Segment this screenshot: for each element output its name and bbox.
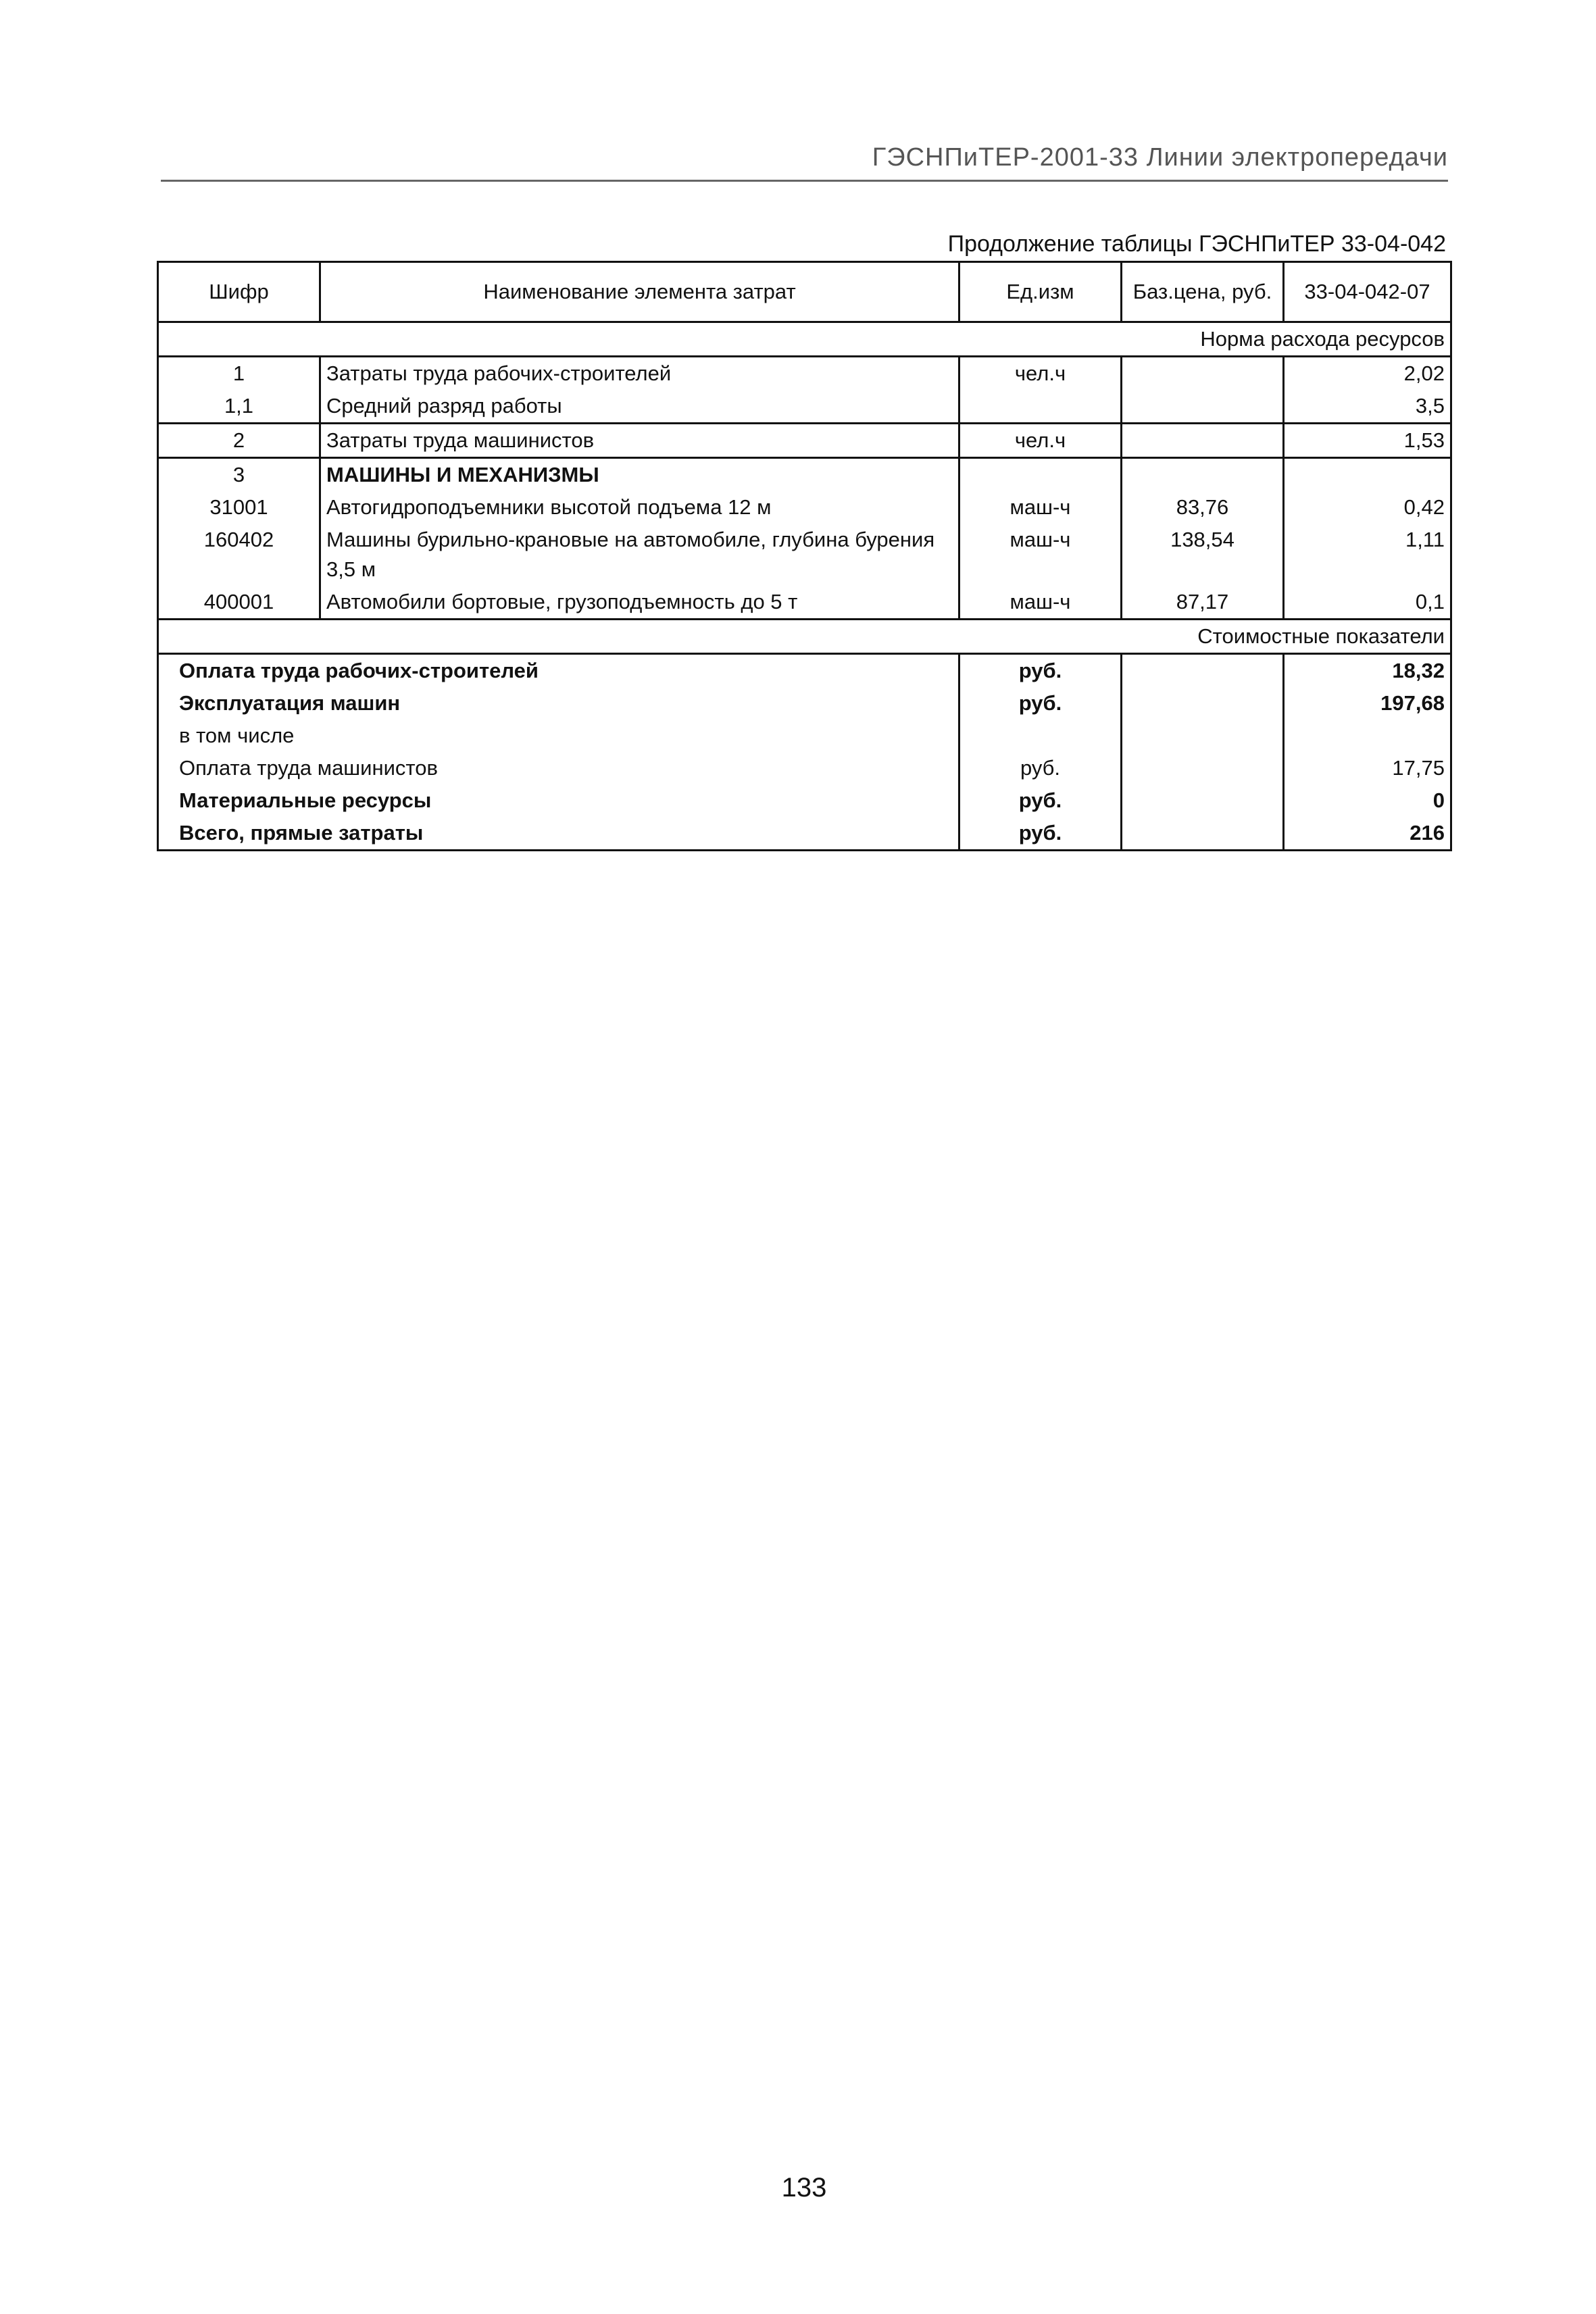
cost-name: Оплата труда машинистов [158, 752, 959, 784]
row-name: Средний разряд работы [320, 390, 959, 424]
row-name: Затраты труда машинистов [320, 424, 959, 458]
row-price: 83,76 [1122, 491, 1284, 524]
header-name: Наименование элемента затрат [320, 262, 959, 322]
table-row [158, 357, 1451, 391]
row-price [1122, 458, 1284, 492]
table-row [158, 654, 1451, 688]
row-value: 3,5 [1284, 390, 1451, 424]
cost-price [1122, 720, 1284, 752]
cost-value: 0 [1284, 784, 1451, 817]
table-row [158, 687, 1451, 720]
cost-price [1122, 687, 1284, 720]
cost-price [1122, 752, 1284, 784]
table-row [158, 390, 1451, 424]
row-unit: маш-ч [959, 586, 1122, 620]
table-row [158, 720, 1451, 752]
row-unit [959, 390, 1122, 424]
row-name: МАШИНЫ И МЕХАНИЗМЫ [320, 458, 959, 492]
row-name: Автомобили бортовые, грузоподъемность до 5 т [320, 586, 959, 620]
cost-name: Эксплуатация машин [158, 687, 959, 720]
cost-unit [959, 720, 1122, 752]
row-price: 138,54 [1122, 524, 1284, 586]
header-unit: Ед.изм [959, 262, 1122, 322]
cost-name: Материальные ресурсы [158, 784, 959, 817]
row-unit [959, 458, 1122, 492]
row-name: Затраты труда рабочих-строителей [320, 357, 959, 391]
cost-name: в том числе [158, 720, 959, 752]
cost-price [1122, 654, 1284, 688]
cost-value [1284, 720, 1451, 752]
table-row [158, 458, 1451, 492]
cost-value: 216 [1284, 817, 1451, 851]
row-unit: чел.ч [959, 424, 1122, 458]
cost-value: 17,75 [1284, 752, 1451, 784]
cost-price [1122, 817, 1284, 851]
section-row [158, 322, 1451, 357]
cost-name: Всего, прямые затраты [158, 817, 959, 851]
cost-name: Оплата труда рабочих-строителей [158, 654, 959, 688]
cost-table [157, 261, 1452, 851]
row-value: 1,11 [1284, 524, 1451, 586]
row-unit: маш-ч [959, 491, 1122, 524]
table-header-row [158, 262, 1451, 322]
table-row [158, 524, 1451, 586]
row-code: 3 [158, 458, 320, 492]
row-code: 31001 [158, 491, 320, 524]
row-value: 0,42 [1284, 491, 1451, 524]
row-code: 2 [158, 424, 320, 458]
table-row [158, 817, 1451, 851]
table-row [158, 491, 1451, 524]
table-row [158, 586, 1451, 620]
resources-section-label: Норма расхода ресурсов [158, 322, 1451, 357]
row-name: Автогидроподъемники высотой подъема 12 м [320, 491, 959, 524]
row-unit: маш-ч [959, 524, 1122, 586]
table-caption: Продолжение таблицы ГЭСНПиТЕР 33-04-042 [947, 231, 1446, 257]
running-header: ГЭСНПиТЕР-2001-33 Линии электропередачи [872, 143, 1448, 172]
cost-unit: руб. [959, 784, 1122, 817]
row-value [1284, 458, 1451, 492]
row-price [1122, 357, 1284, 391]
table-row [158, 752, 1451, 784]
row-price [1122, 390, 1284, 424]
header-code: Шифр [158, 262, 320, 322]
cost-unit: руб. [959, 752, 1122, 784]
row-value: 0,1 [1284, 586, 1451, 620]
row-value: 1,53 [1284, 424, 1451, 458]
cost-unit: руб. [959, 654, 1122, 688]
cost-value: 197,68 [1284, 687, 1451, 720]
row-price: 87,17 [1122, 586, 1284, 620]
header-norm: 33-04-042-07 [1284, 262, 1451, 322]
header-rule [161, 180, 1448, 182]
row-value: 2,02 [1284, 357, 1451, 391]
header-price: Баз.цена, руб. [1122, 262, 1284, 322]
cost-value: 18,32 [1284, 654, 1451, 688]
row-code: 1 [158, 357, 320, 391]
table-row [158, 424, 1451, 458]
cost-unit: руб. [959, 817, 1122, 851]
row-code: 400001 [158, 586, 320, 620]
row-code: 160402 [158, 524, 320, 586]
row-unit: чел.ч [959, 357, 1122, 391]
cost-section-label: Стоимостные показатели [158, 620, 1451, 654]
table-row [158, 784, 1451, 817]
cost-unit: руб. [959, 687, 1122, 720]
row-code: 1,1 [158, 390, 320, 424]
section-row [158, 620, 1451, 654]
row-name: Машины бурильно-крановые на автомобиле, глубина бурения 3,5 м [320, 524, 959, 586]
cost-price [1122, 784, 1284, 817]
row-price [1122, 424, 1284, 458]
page-number: 133 [781, 2173, 827, 2203]
